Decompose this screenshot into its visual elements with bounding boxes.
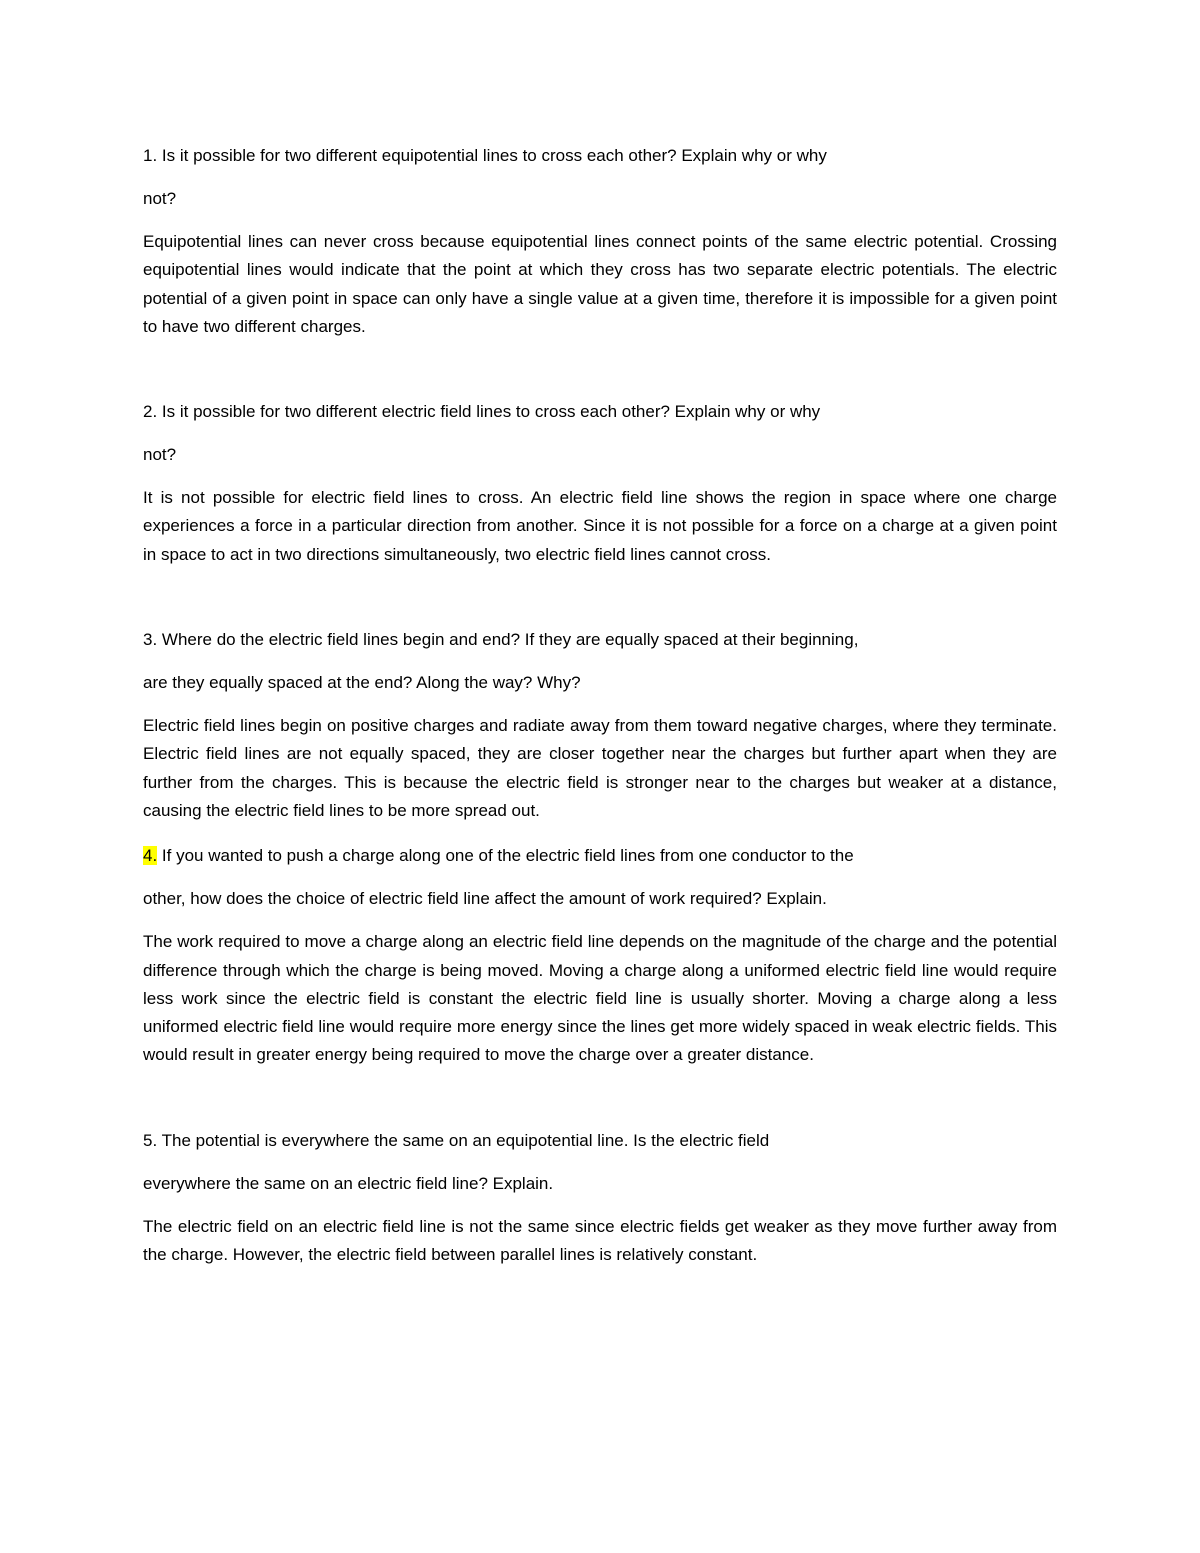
question-3-answer: Electric field lines begin on positive charges and radiate away from them toward negative charges, where they terminate. Electric field lines are not equally spaced, they are closer together near the charges but further apart when they are further from the charges. This is because the electric field is stronger near to the charges but weaker at a distance, causing the electric field lines to be more spread out. [143,716,1057,820]
question-5-prompt-line-1 [143,1127,1057,1155]
question-4 [143,842,1057,1069]
question-1-prompt-line-1 [143,142,1057,170]
question-2-prompt-line-1 [143,398,1057,426]
question-2 [143,398,1057,569]
question-1-prompt-line-2: not? [143,189,177,208]
question-5-answer: The electric field on an electric field line is not the same since electric fields get weaker as they move further away from the charge. However, the electric field between parallel lines is relatively constant. [143,1216,1057,1265]
question-4-answer: The work required to move a charge along an electric field line depends on the magnitude of the charge and the potential difference through which the charge is being moved. Moving a charge along a uniformed electric field line would require less work since the electric field is constant the electric field line is usually shorter. Moving a charge along a less uniformed electric field line would require more energy since the lines get more widely spaced in weak electric fields. This would result in greater energy being required to move the charge over a greater distance. [143,932,1057,1065]
question-5-number: 5. [143,1130,158,1150]
question-4-prompt-line-1 [143,842,1057,870]
question-4-prompt-text: If you wanted to push a charge along one of the electric field lines from one conductor to the [157,846,854,866]
question-2-prompt-text: Is it possible for two different electric field lines to cross each other? Explain why or why [157,402,821,422]
question-1-answer: Equipotential lines can never cross because equipotential lines connect points of the same electric potential. Crossing equipotential lines would indicate that the point at which they cross has two separate electric potentials. The electric potential of a given point in space can only have a single value at a given time, therefore it is impossible for a given point to have two different charges. [143,232,1057,336]
question-1 [143,142,1057,341]
document-body [143,142,1057,1269]
question-1-number: 1. [143,146,158,165]
question-4-prompt-line-2: other, how does the choice of electric field line affect the amount of work required? Explain. [143,889,827,909]
question-4-number-highlighted: 4. [143,846,158,866]
question-3-prompt-line-2: are they equally spaced at the end? Along the way? Why? [143,673,581,693]
question-5 [143,1127,1057,1270]
question-5-prompt-line-2: everywhere the same on an electric field line? Explain. [143,1173,554,1193]
question-3-number: 3. [143,630,158,650]
question-1-prompt-text: Is it possible for two different equipotential lines to cross each other? Explain why or why [157,146,827,165]
question-2-answer: It is not possible for electric field lines to cross. An electric field line shows the region in space where one charge experiences a force in a particular direction from another. Since it is not possible for a force on a charge at a given point in space to act in two directions simultaneously, two electric field lines cannot cross. [143,488,1057,564]
question-2-number: 2. [143,402,158,422]
question-3-prompt-text: Where do the electric field lines begin and end? If they are equally spaced at their beginning, [157,630,859,650]
question-3 [143,626,1057,825]
question-2-prompt-line-2: not? [143,445,177,465]
question-3-prompt-line-1 [143,626,1057,654]
question-5-prompt-text: The potential is everywhere the same on an equipotential line. Is the electric field [157,1130,770,1150]
